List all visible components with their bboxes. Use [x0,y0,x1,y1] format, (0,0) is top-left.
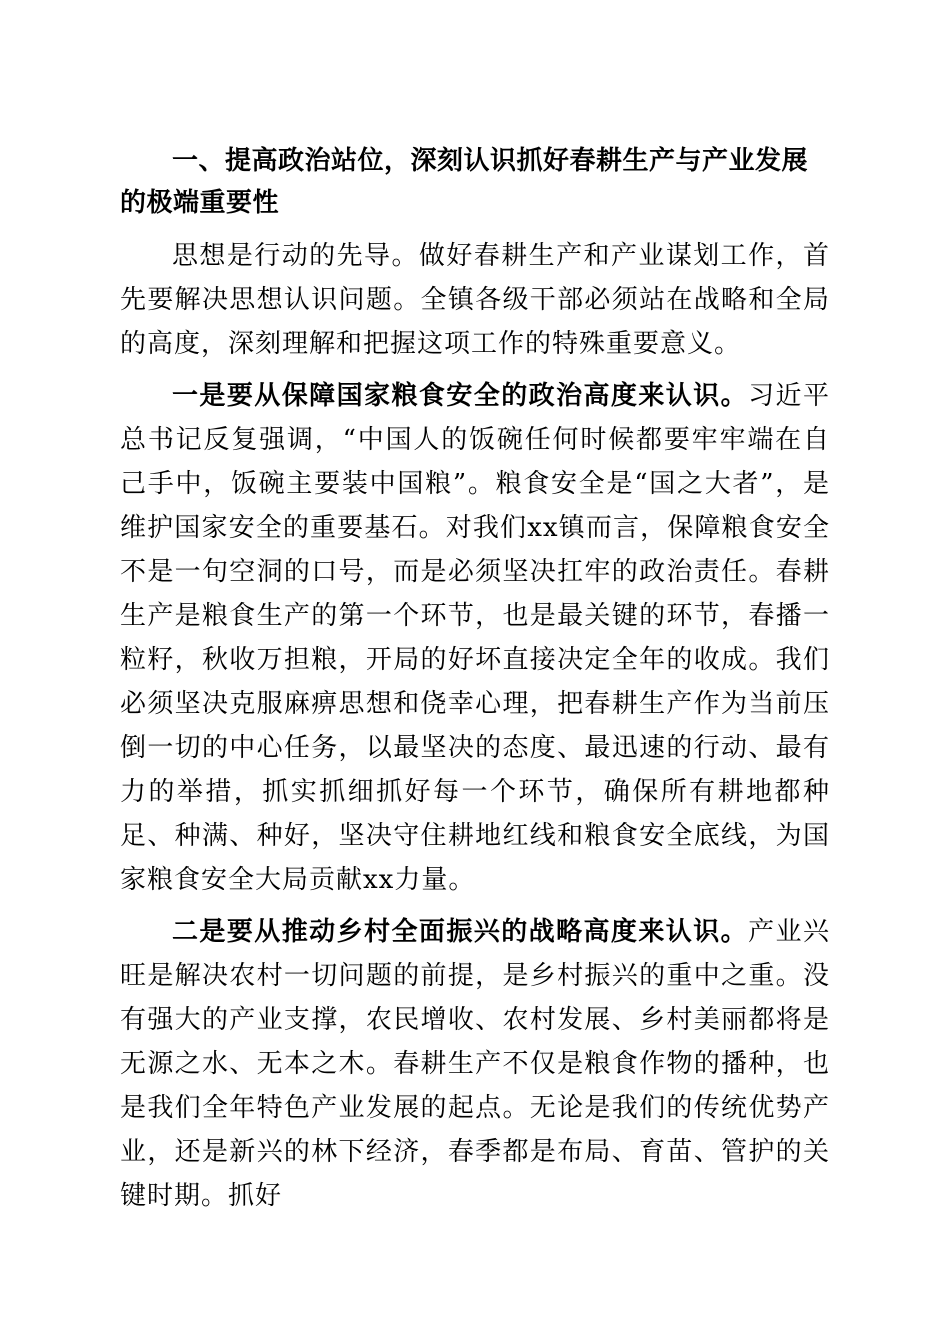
paragraph-rural-revitalization [120,910,830,1218]
paragraph-rural-revitalization-body: 产业兴旺是解决农村一切问题的前提，是乡村振兴的重中之重。没有强大的产业支撑，农民增收、农村发展、乡村美丽都将是无源之水、无本之木。春耕生产不仅是粮食作物的播种，也是我们全年特色产业发展的起点。无论是我们的传统优势产业，还是新兴的林下经济，春季都是布局、育苗、管护的关键时期。抓好 [120,917,830,1211]
paragraph-intro [120,234,830,366]
paragraph-rural-revitalization-lead: 二是要从推动乡村全面振兴的战略高度来认识。 [172,917,749,947]
paragraph-food-security-lead: 一是要从保障国家粮食安全的政治高度来认识。 [172,381,749,411]
section-heading: 一、提高政治站位，深刻认识抓好春耕生产与产业发展的极端重要性 [120,146,809,218]
paragraph-intro-body: 思想是行动的先导。做好春耕生产和产业谋划工作，首先要解决思想认识问题。全镇各级干部必须站在战略和全局的高度，深刻理解和把握这项工作的特殊重要意义。 [120,241,830,359]
document-page [120,140,830,1218]
paragraph-food-security [120,374,830,902]
paragraph-food-security-body: 习近平总书记反复强调，“中国人的饭碗任何时候都要牢牢端在自己手中，饭碗主要装中国粮”。粮食安全是“国之大者”，是维护国家安全的重要基石。对我们xx镇而言，保障粮食安全不是一句空洞的口号，而是必须坚决扛牢的政治责任。春耕生产是粮食生产的第一个环节，也是最关键的环节，春播一粒籽，秋收万担粮，开局的好坏直接决定全年的收成。我们必须坚决克服麻痹思想和侥幸心理，把春耕生产作为当前压倒一切的中心任务，以最坚决的态度、最迅速的行动、最有力的举措，抓实抓细抓好每一个环节，确保所有耕地都种足、种满、种好，坚决守住耕地红线和粮食安全底线，为国家粮食安全大局贡献xx力量。 [120,381,830,895]
